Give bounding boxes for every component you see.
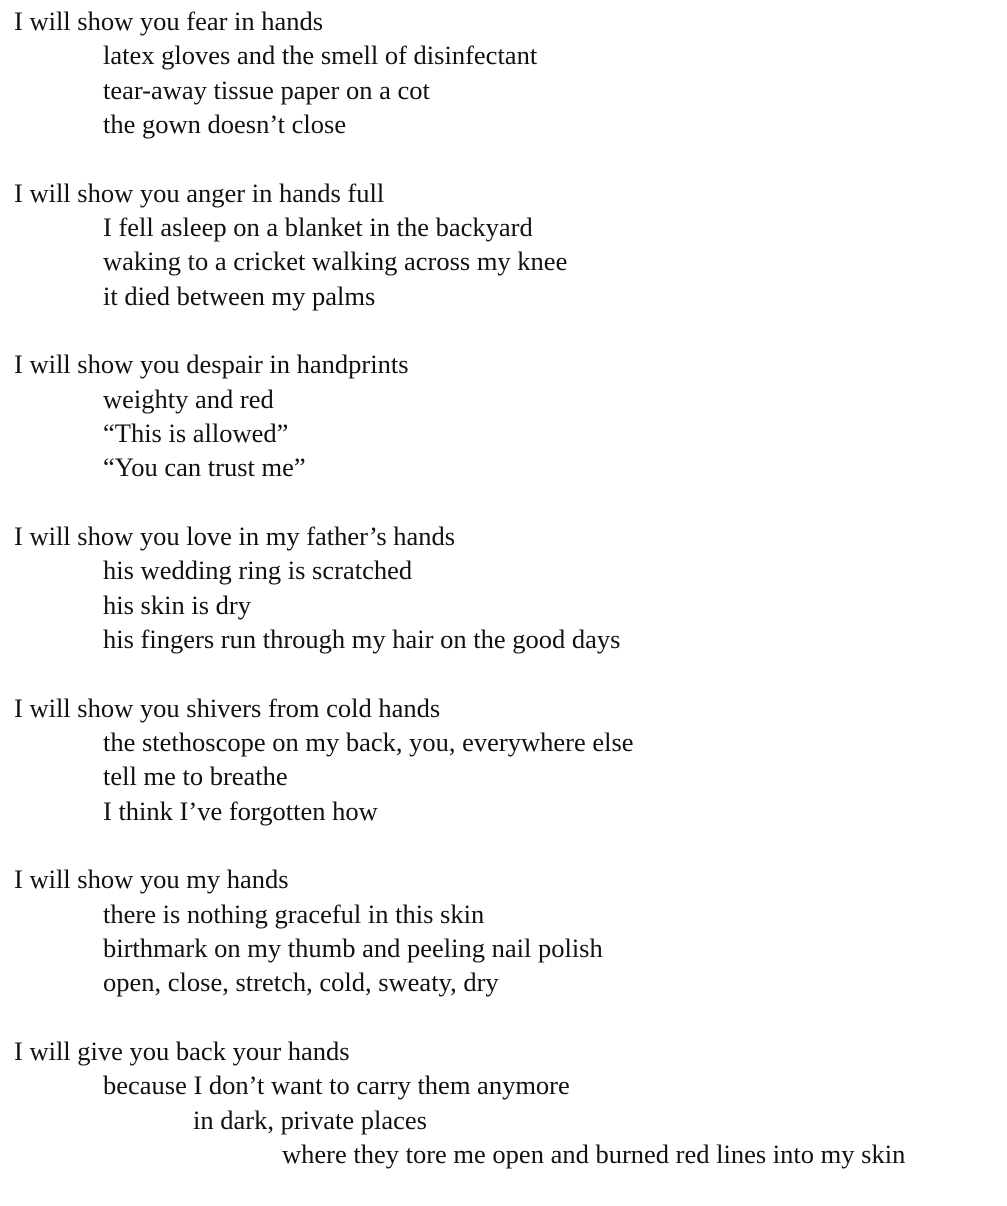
poem-line: tell me to breathe [103, 761, 288, 792]
poem-line: weighty and red [103, 383, 274, 414]
poem-line: there is nothing graceful in this skin [103, 898, 485, 929]
poem-line: I fell asleep on a blanket in the backyard [103, 211, 533, 242]
poem-line: his fingers run through my hair on the good days [103, 623, 621, 654]
stanza-opening-line: I will show you love in my father’s hands [14, 521, 456, 552]
stanza-opening-line: I will show you despair in handprints [14, 349, 409, 380]
poem-line: “This is allowed” [103, 417, 289, 448]
poem-line: where they tore me open and burned red lines into my skin [282, 1139, 906, 1170]
poem-line: his skin is dry [103, 589, 251, 620]
poem-line: the stethoscope on my back, you, everywhere else [103, 727, 634, 758]
poem-line: birthmark on my thumb and peeling nail polish [103, 933, 603, 964]
poem-line: latex gloves and the smell of disinfectant [103, 40, 538, 71]
stanza-anger [14, 176, 999, 313]
poem-line: his wedding ring is scratched [103, 555, 413, 586]
stanza-opening-line: I will give you back your hands [14, 1036, 350, 1067]
poem-line: open, close, stretch, cold, sweaty, dry [103, 967, 499, 998]
poem-line: “You can trust me” [103, 452, 306, 483]
stanza-my-hands [14, 862, 999, 999]
poem-line: it died between my palms [103, 280, 376, 311]
stanza-shivers [14, 691, 999, 828]
poem-line: in dark, private places [193, 1104, 427, 1135]
poem-line: I think I’ve forgotten how [103, 795, 378, 826]
stanza-despair [14, 347, 999, 484]
stanza-opening-line: I will show you anger in hands full [14, 177, 385, 208]
poem-line: tear-away tissue paper on a cot [103, 74, 430, 105]
stanza-opening-line: I will show you my hands [14, 864, 289, 895]
stanza-love [14, 519, 999, 656]
stanza-fear [14, 4, 999, 141]
poem [14, 4, 999, 1206]
stanza-give-back [14, 1034, 999, 1171]
stanza-opening-line: I will show you shivers from cold hands [14, 692, 441, 723]
poem-line: waking to a cricket walking across my knee [103, 246, 568, 277]
poem-line: because I don’t want to carry them anymore [103, 1070, 570, 1101]
poem-line: the gown doesn’t close [103, 108, 347, 139]
stanza-opening-line: I will show you fear in hands [14, 6, 324, 36]
